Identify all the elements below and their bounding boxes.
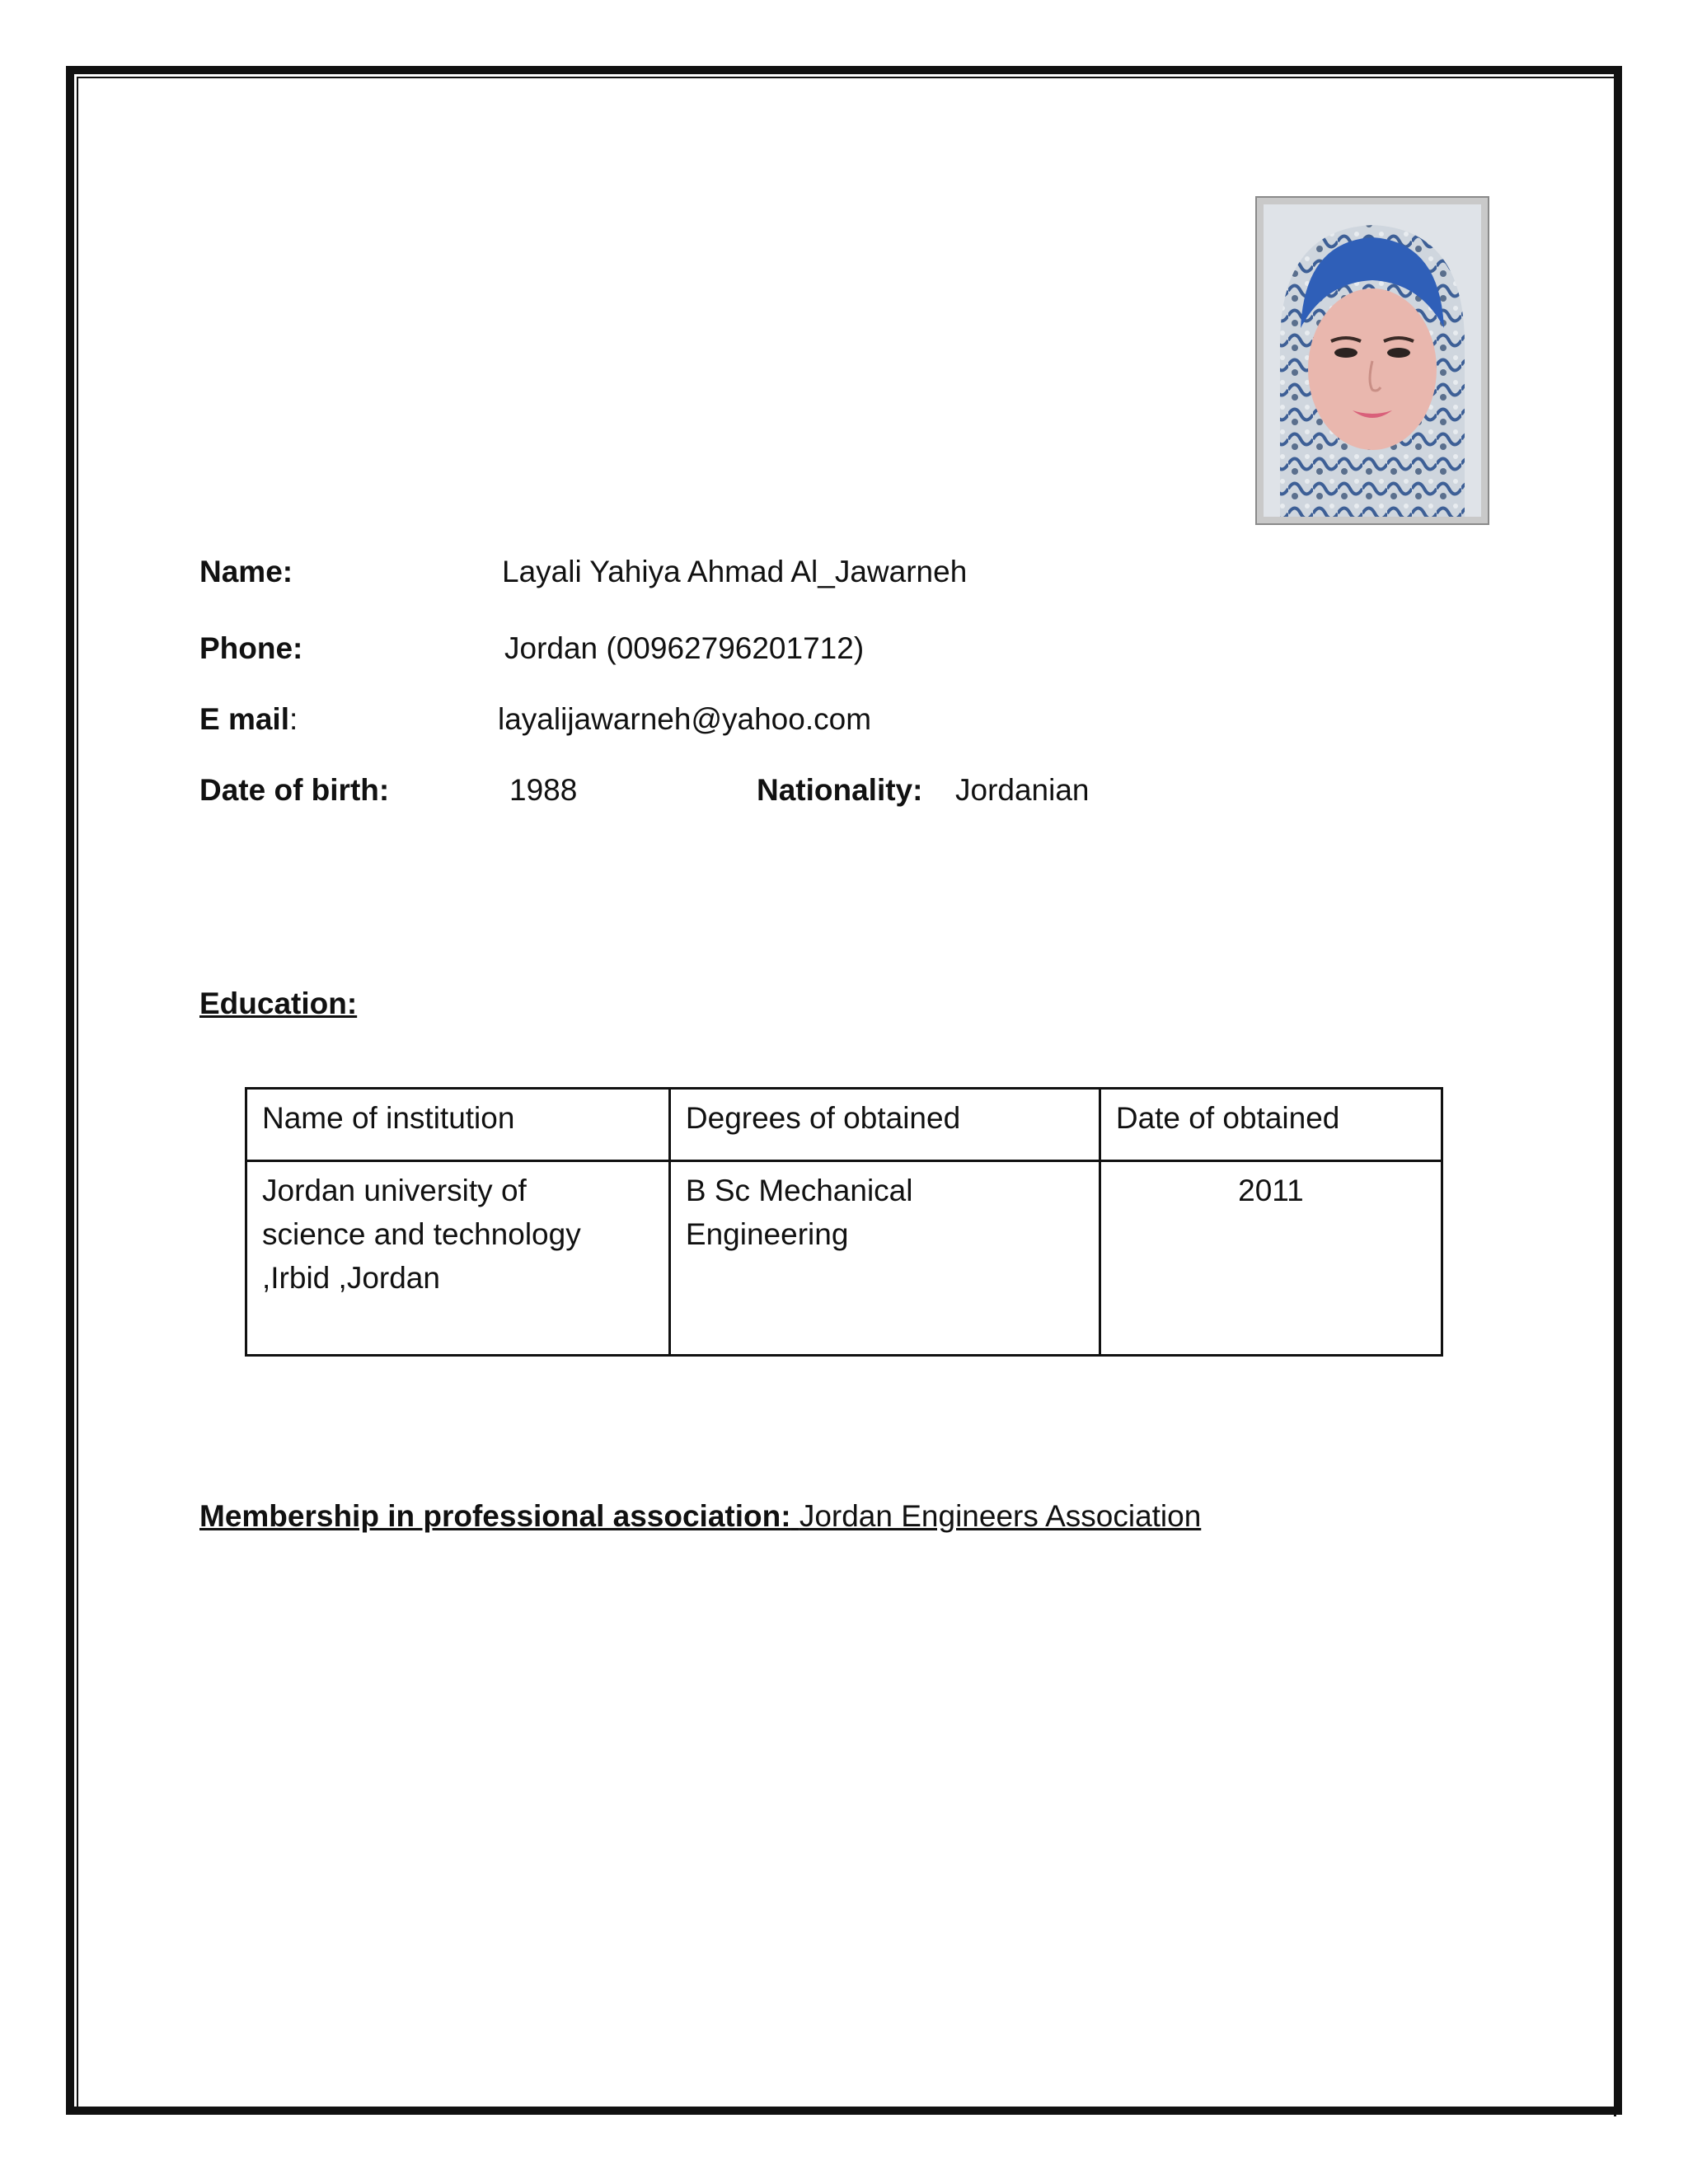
education-table: [245, 1087, 1443, 1357]
dob-label: Date of birth:: [199, 773, 390, 807]
membership-line: [199, 1498, 1201, 1535]
institution-line: ,Irbid ,Jordan: [262, 1261, 440, 1295]
degree-cell: [669, 1161, 1100, 1356]
nationality-value: Jordanian: [955, 773, 1090, 807]
institution-cell: [246, 1161, 670, 1356]
membership-value: Jordan Engineers Association: [799, 1499, 1202, 1533]
date-cell: 2011: [1100, 1161, 1442, 1356]
education-heading: Education:: [199, 987, 358, 1020]
email-label: [199, 701, 298, 738]
institution-line: science and technology: [262, 1217, 581, 1251]
phone-value: Jordan (00962796201712): [504, 631, 865, 665]
membership-label: Membership in professional association:: [199, 1499, 791, 1533]
table-row: [246, 1161, 1442, 1356]
email-label-bold: E mail: [199, 702, 289, 736]
column-header-institution: Name of institution: [246, 1089, 670, 1161]
phone-label: Phone:: [199, 631, 303, 665]
profile-photo: [1257, 198, 1488, 523]
page-border-bottom-line: [77, 2108, 1622, 2111]
name-value: Layali Yahiya Ahmad Al_Jawarneh: [502, 555, 968, 588]
column-header-date: Date of obtained: [1100, 1089, 1442, 1161]
name-label: Name:: [199, 555, 293, 588]
degree-line: B Sc Mechanical: [685, 1174, 913, 1207]
institution-line: Jordan university of: [262, 1174, 527, 1207]
email-value: layalijawarneh@yahoo.com: [498, 702, 872, 736]
nationality-label: Nationality:: [757, 773, 923, 807]
column-header-degree: Degrees of obtained: [669, 1089, 1100, 1161]
education-table-header-row: [246, 1089, 1442, 1161]
page-border-right-line: [1614, 77, 1616, 2116]
degree-line: Engineering: [685, 1217, 849, 1251]
email-label-colon: :: [289, 702, 298, 736]
dob-value: 1988: [509, 773, 578, 807]
